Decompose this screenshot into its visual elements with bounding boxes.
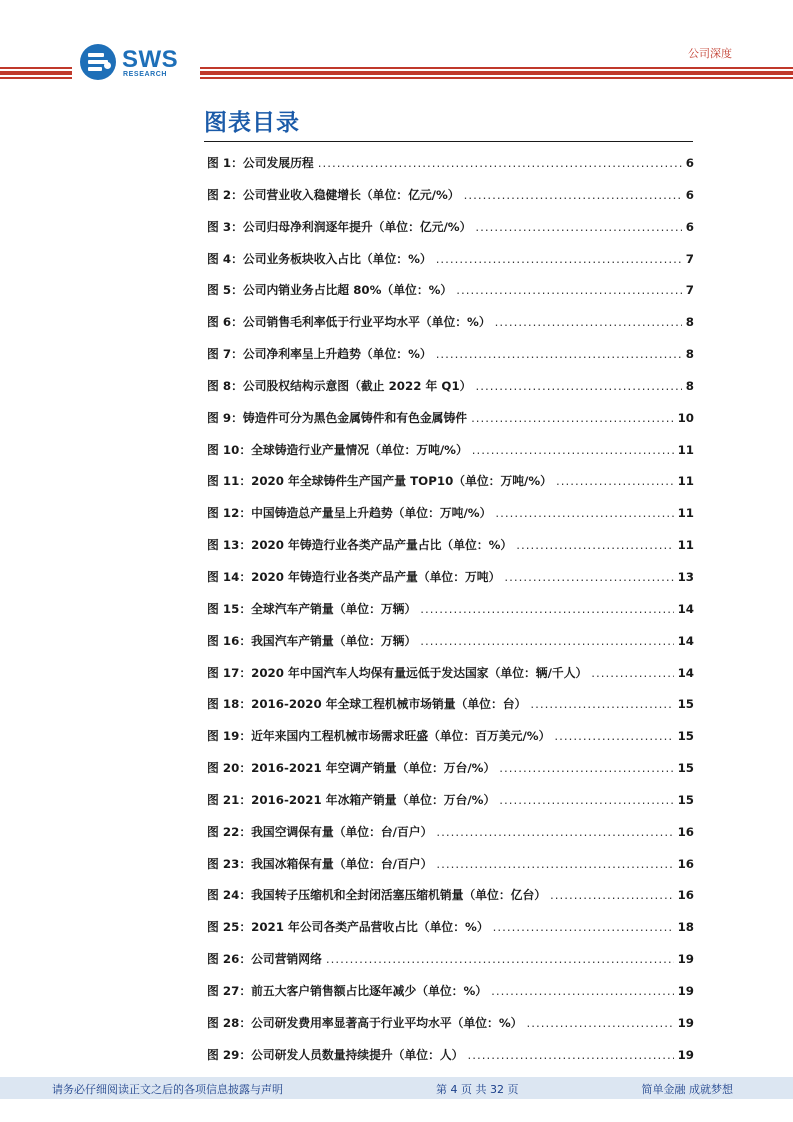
logo-subtext: RESEARCH [123,71,168,78]
toc-entry[interactable] [207,982,694,1014]
toc-entry[interactable] [207,472,694,504]
toc-entry[interactable] [207,823,694,855]
toc-entry-label[interactable]: 图 11：2020 年全球铸件生产国产量 TOP10（单位：万吨/%） [207,474,552,489]
toc-leader-dots [554,729,673,743]
toc-entry-page[interactable]: 6 [685,187,694,202]
toc-entry[interactable] [207,918,694,950]
toc-entry[interactable] [207,855,694,887]
toc-entry-page[interactable]: 18 [677,920,694,935]
toc-entry-page[interactable]: 14 [677,633,694,648]
toc-entry-page[interactable]: 8 [685,378,694,393]
toc-entry-page[interactable]: 19 [677,1015,694,1030]
header-stripes-right [200,67,793,81]
page-header [0,0,793,90]
toc-entry[interactable] [207,886,694,918]
toc-entry-page[interactable]: 6 [685,156,694,170]
toc-entry[interactable] [207,154,694,186]
toc-entry-label[interactable]: 图 27：前五大客户销售额占比逐年减少（单位：%） [207,983,488,998]
toc-leader-dots [436,347,682,361]
toc-entry-label[interactable]: 图 23：我国冰箱保有量（单位：台/百户） [207,856,433,871]
toc-leader-dots [467,1048,673,1062]
toc-entry-page[interactable]: 11 [677,506,694,521]
toc-entry-label[interactable]: 图 25：2021 年公司各类产品营收占比（单位：%） [207,920,489,935]
toc-entry-label[interactable]: 图 16：我国汽车产销量（单位：万辆） [207,633,417,648]
toc-entry-label[interactable]: 图 7：公司净利率呈上升趋势（单位：%） [207,347,432,362]
toc-leader-dots [495,315,682,329]
toc-leader-dots [516,538,673,552]
toc-leader-dots [420,602,673,616]
toc-entry[interactable] [207,536,694,568]
toc-entry-page[interactable]: 16 [677,888,694,903]
toc-entry-page[interactable]: 15 [677,697,694,712]
toc-entry-page[interactable]: 14 [677,665,694,680]
toc-leader-dots [591,666,673,680]
toc-entry-page[interactable]: 6 [685,219,694,234]
page-title: 图表目录 [204,110,300,136]
toc-entry-label[interactable]: 图 12：中国铸造总产量呈上升趋势（单位：万吨/%） [207,506,492,521]
toc-entry[interactable] [207,791,694,823]
toc-leader-dots [556,474,674,488]
toc-entry-label[interactable]: 图 9：铸造件可分为黑色金属铸件和有色金属铸件 [207,410,468,425]
toc-entry-page[interactable]: 16 [677,824,694,839]
toc-entry[interactable] [207,186,694,218]
toc-entry-page[interactable]: 11 [677,538,694,553]
toc-entry[interactable] [207,250,694,282]
toc-entry-label[interactable]: 图 5：公司内销业务占比超 80%（单位：%） [207,283,453,298]
toc-entry-label[interactable]: 图 19：近年来国内工程机械市场需求旺盛（单位：百万美元/%） [207,729,551,744]
toc-entry[interactable] [207,409,694,441]
toc-entry-page[interactable]: 7 [685,283,694,298]
toc-entry[interactable] [207,281,694,313]
toc-entry-label[interactable]: 图 29：公司研发人员数量持续提升（单位：人） [207,1047,464,1062]
toc-entry-label[interactable]: 图 17：2020 年中国汽车人均保有量远低于发达国家（单位：辆/千人） [207,665,588,680]
toc-entry[interactable] [207,504,694,536]
toc-entry-label[interactable]: 图 6：公司销售毛利率低于行业平均水平（单位：%） [207,315,491,330]
toc-leader-dots [475,379,681,393]
toc-entry[interactable] [207,600,694,632]
page-number: 第 4 页 共 32 页 [436,1083,519,1096]
toc-entry-label[interactable]: 图 10：全球铸造行业产量情况（单位：万吨/%） [207,442,468,457]
toc-leader-dots [530,697,673,711]
toc-leader-dots [436,857,673,871]
toc-leader-dots [499,793,673,807]
toc-entry-label[interactable]: 图 2：公司营业收入稳健增长（单位：亿元/%） [207,187,460,202]
toc-entry-page[interactable]: 15 [677,761,694,776]
toc-entry[interactable] [207,313,694,345]
toc-leader-dots [420,634,673,648]
toc-entry-label[interactable]: 图 4：公司业务板块收入占比（单位：%） [207,251,432,266]
header-stripes-left [0,67,72,81]
toc-leader-dots [504,570,673,584]
toc-entry-label[interactable]: 图 3：公司归母净利润逐年提升（单位：亿元/%） [207,219,472,234]
toc-entry-label[interactable]: 图 20：2016-2021 年空调产销量（单位：万台/%） [207,761,496,776]
toc-leader-dots [550,888,674,902]
toc-entry[interactable] [207,218,694,250]
toc-entry-page[interactable]: 14 [677,601,694,616]
toc-entry-page[interactable]: 7 [685,251,694,266]
toc-leader-dots [471,411,674,425]
toc-entry-page[interactable]: 19 [677,952,694,967]
toc-leader-dots [475,220,681,234]
toc-entry-page[interactable]: 13 [677,569,694,584]
toc-entry-label[interactable]: 图 24：我国转子压缩机和全封闭活塞压缩机销量（单位：亿台） [207,888,547,903]
toc-entry-page[interactable]: 8 [685,315,694,330]
toc-entry-page[interactable]: 10 [677,410,694,425]
toc-entry-label[interactable]: 图 26：公司营销网络 [207,952,322,967]
toc-entry[interactable] [207,632,694,664]
toc-entry-page[interactable]: 16 [677,856,694,871]
toc-entry[interactable] [207,1014,694,1046]
toc-entry-label[interactable]: 图 28：公司研发费用率显著高于行业平均水平（单位：%） [207,1015,523,1030]
toc-entry-page[interactable]: 15 [677,729,694,744]
toc-entry-label[interactable]: 图 14：2020 年铸造行业各类产品产量（单位：万吨） [207,569,501,584]
toc-entry-label[interactable]: 图 1：公司发展历程 [207,156,314,170]
toc-entry-page[interactable]: 11 [677,442,694,457]
toc-leader-dots [499,761,673,775]
toc-entry-label[interactable]: 图 22：我国空调保有量（单位：台/百户） [207,824,433,839]
toc-leader-dots [472,443,674,457]
toc-entry[interactable] [207,568,694,600]
footer-disclaimer: 请务必仔细阅读正文之后的各项信息披露与声明 [52,1083,283,1096]
section-label: 公司深度 [688,47,732,60]
sws-logo-icon [80,44,116,80]
sws-logo [80,44,190,82]
figure-list [207,154,694,1077]
toc-entry[interactable] [207,950,694,982]
toc-entry[interactable] [207,1046,694,1078]
toc-leader-dots [436,825,673,839]
toc-entry-page[interactable]: 19 [677,1047,694,1062]
toc-entry[interactable] [207,345,694,377]
toc-leader-dots [456,283,682,297]
toc-leader-dots [526,1016,673,1030]
toc-entry[interactable] [207,759,694,791]
toc-entry[interactable] [207,695,694,727]
toc-entry-page[interactable]: 15 [677,792,694,807]
toc-entry[interactable] [207,664,694,696]
toc-entry-label[interactable]: 图 15：全球汽车产销量（单位：万辆） [207,601,417,616]
toc-leader-dots [318,156,682,170]
toc-leader-dots [491,984,673,998]
toc-leader-dots [436,252,682,266]
toc-entry-label[interactable]: 图 18：2016-2020 年全球工程机械市场销量（单位：台） [207,697,527,712]
title-divider [204,141,693,142]
toc-entry[interactable] [207,727,694,759]
toc-entry-page[interactable]: 8 [685,347,694,362]
toc-entry-label[interactable]: 图 8：公司股权结构示意图（截止 2022 年 Q1） [207,378,472,393]
toc-entry[interactable] [207,441,694,473]
toc-entry-page[interactable]: 11 [677,474,694,489]
toc-entry[interactable] [207,377,694,409]
toc-leader-dots [464,188,682,202]
toc-entry-page[interactable]: 19 [677,983,694,998]
toc-leader-dots [495,506,673,520]
footer-slogan: 简单金融 成就梦想 [641,1083,733,1096]
toc-leader-dots [493,920,674,934]
page-footer [0,1077,793,1099]
toc-entry-label[interactable]: 图 21：2016-2021 年冰箱产销量（单位：万台/%） [207,792,496,807]
toc-leader-dots [326,952,674,966]
logo-text: SWS [122,46,179,73]
toc-entry-label[interactable]: 图 13：2020 年铸造行业各类产品产量占比（单位：%） [207,538,513,553]
